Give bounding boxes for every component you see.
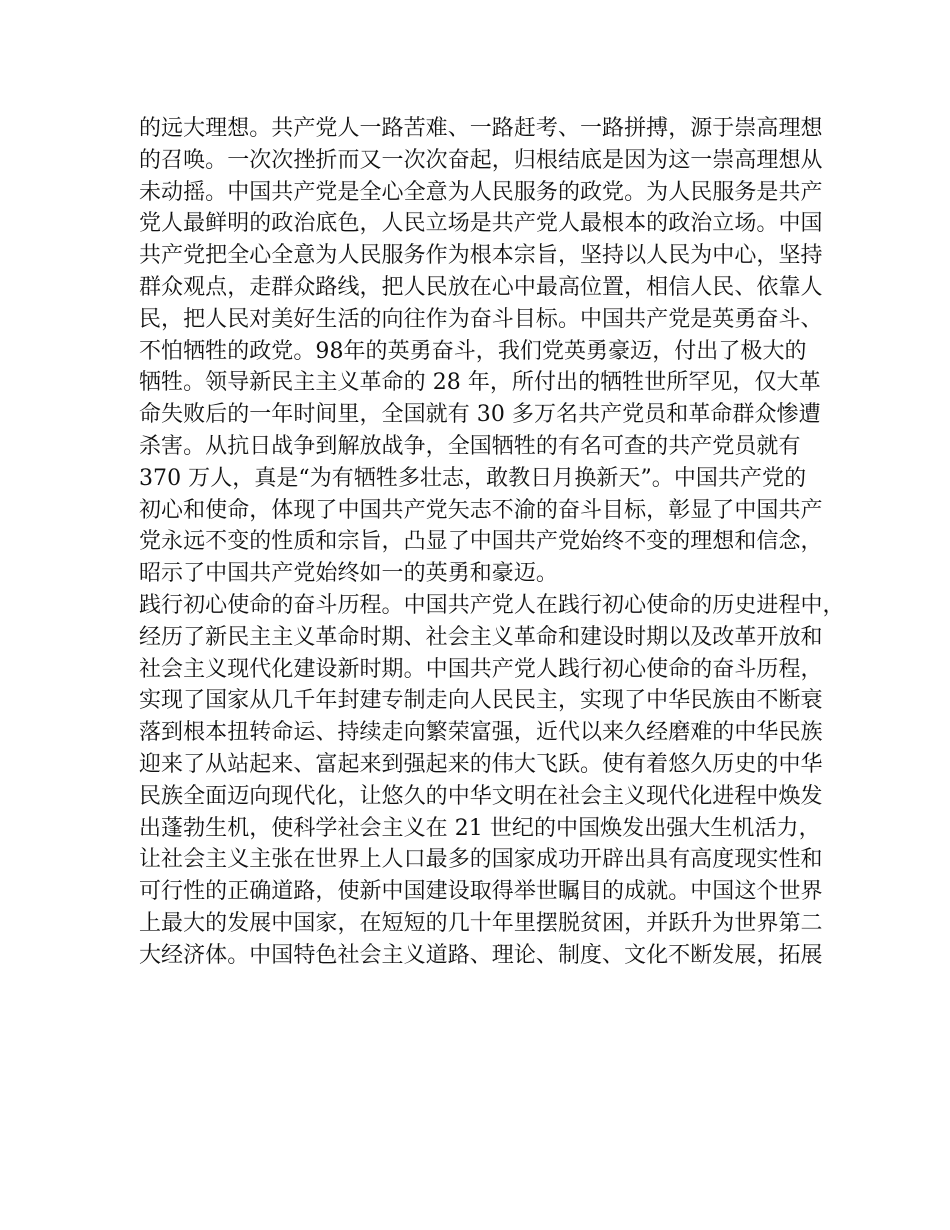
text-line: 可行性的正确道路，使新中国建设取得举世瞩目的成就。中国这个世界 bbox=[139, 879, 823, 905]
text-line: 党永远不变的性质和宗旨，凸显了中国共产党始终不变的理想和信念， bbox=[139, 529, 823, 555]
text-line: 未动摇。中国共产党是全心全意为人民服务的政党。为人民服务是共产 bbox=[139, 179, 823, 205]
text-line: 让社会主义主张在世界上人口最多的国家成功开辟出具有高度现实性和 bbox=[139, 847, 823, 873]
text-line: 民，把人民对美好生活的向往作为奋斗目标。中国共产党是英勇奋斗、 bbox=[139, 306, 823, 332]
text-line: 出蓬勃生机，使科学社会主义在 21 世纪的中国焕发出强大生机活力， bbox=[139, 815, 821, 841]
text-line: 共产党把全心全意为人民服务作为根本宗旨，坚持以人民为中心，坚持 bbox=[139, 243, 823, 269]
text-line: 实现了国家从几千年封建专制走向人民民主，实现了中华民族由不断衰 bbox=[139, 688, 823, 714]
text-line: 上最大的发展中国家，在短短的几十年里摆脱贫困，并跃升为世界第二 bbox=[139, 910, 823, 936]
text-line: 杀害。从抗日战争到解放战争，全国牺牲的有名可查的共产党员就有 bbox=[139, 433, 801, 459]
text-line: 初心和使命，体现了中国共产党矢志不渝的奋斗目标，彰显了中国共产 bbox=[139, 497, 823, 523]
body-text bbox=[139, 113, 845, 972]
text-line: 的远大理想。共产党人一路苦难、一路赶考、一路拼搏，源于崇高理想 bbox=[139, 116, 823, 141]
text-line: 群众观点，走群众路线，把人民放在心中最高位置，相信人民、依靠人 bbox=[139, 274, 823, 300]
text-line: 370 万人，真是“为有牺牲多壮志，敢教日月换新天”。中国共产党的 bbox=[139, 465, 807, 491]
text-line: 践行初心使命的奋斗历程。中国共产党人在践行初心使命的历史进程中， bbox=[139, 592, 845, 618]
text-line: 的召唤。一次次挫折而又一次次奋起，归根结底是因为这一崇高理想从 bbox=[139, 147, 823, 173]
text-line: 民族全面迈向现代化，让悠久的中华文明在社会主义现代化进程中焕发 bbox=[139, 783, 823, 809]
text-line: 落到根本扭转命运、持续走向繁荣富强，近代以来久经磨难的中华民族 bbox=[139, 720, 823, 746]
text-line: 大经济体。中国特色社会主义道路、理论、制度、文化不断发展，拓展 bbox=[139, 942, 823, 968]
text-line: 命失败后的一年时间里，全国就有 30 多万名共产党员和革命群众惨遭 bbox=[139, 402, 821, 428]
text-line: 党人最鲜明的政治底色，人民立场是共产党人最根本的政治立场。中国 bbox=[139, 211, 823, 237]
text-line: 迎来了从站起来、富起来到强起来的伟大飞跃。使有着悠久历史的中华 bbox=[139, 751, 823, 777]
text-line: 不怕牺牲的政党。98年的英勇奋斗，我们党英勇豪迈，付出了极大的 bbox=[139, 338, 807, 364]
text-line: 昭示了中国共产党始终如一的英勇和豪迈。 bbox=[139, 561, 558, 587]
text-line: 经历了新民主主义革命时期、社会主义革命和建设时期以及改革开放和 bbox=[139, 624, 823, 650]
text-line: 社会主义现代化建设新时期。中国共产党人践行初心使命的奋斗历程， bbox=[139, 656, 823, 682]
text-line: 牺牲。领导新民主主义革命的 28 年，所付出的牺牲世所罕见，仅大革 bbox=[139, 370, 821, 396]
